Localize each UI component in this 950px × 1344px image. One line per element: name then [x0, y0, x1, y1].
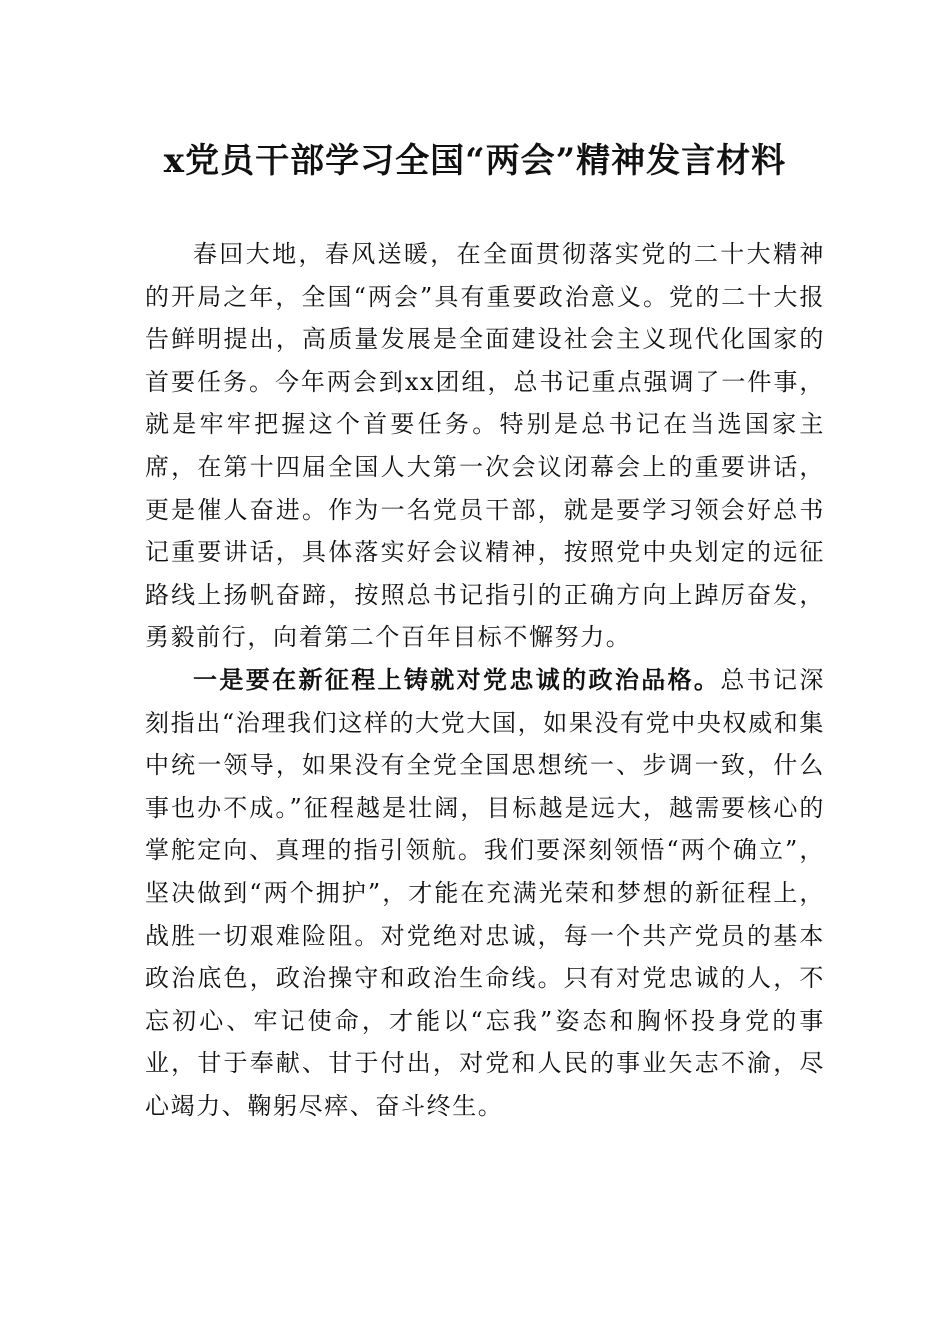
- paragraph-1-text: 春回大地，春风送暖，在全面贯彻落实党的二十大精神的开局之年，全国“两会”具有重要政治意义。党的二十大报告鲜明提出，高质量发展是全面建设社会主义现代化国家的首要任务。今年两会到xx团组，总书记重点强调了一件事，就是牢牢把握这个首要任务。特别是总书记在当选国家主席，在第十四届全国人大第一次会议闭幕会上的重要讲话，更是催人奋进。作为一名党员干部，就是要学习领会好总书记重要讲话，具体落实好会议精神，按照党中央划定的远征路线上扬帆奋蹄，按照总书记指引的正确方向上踔厉奋发，勇毅前行，向着第二个百年目标不懈努力。: [145, 240, 825, 652]
- paragraph-2-lead: 一是要在新征程上铸就对党忠诚的政治品格。: [193, 664, 721, 694]
- document-body: [145, 233, 825, 1127]
- paragraph-1: [145, 233, 825, 659]
- document-title: x党员干部学习全国“两会”精神发言材料: [163, 141, 787, 181]
- paragraph-2-text: 总书记深刻指出“治理我们这样的大党大国，如果没有党中央权威和集中统一领导，如果没有全党全国思想统一、步调一致，什么事也办不成。”征程越是壮阔，目标越是远大，越需要核心的掌舵定向、真理的指引领航。我们要深刻领悟“两个确立”，坚决做到“两个拥护”，才能在充满光荣和梦想的新征程上，战胜一切艰难险阻。对党绝对忠诚，每一个共产党员的基本政治底色，政治操守和政治生命线。只有对党忠诚的人，不忘初心、牢记使命，才能以“忘我”姿态和胸怀投身党的事业，甘于奉献、甘于付出，对党和人民的事业矢志不渝，尽心竭力、鞠躬尽瘁、奋斗终生。: [145, 665, 826, 1120]
- paragraph-2: [145, 659, 825, 1128]
